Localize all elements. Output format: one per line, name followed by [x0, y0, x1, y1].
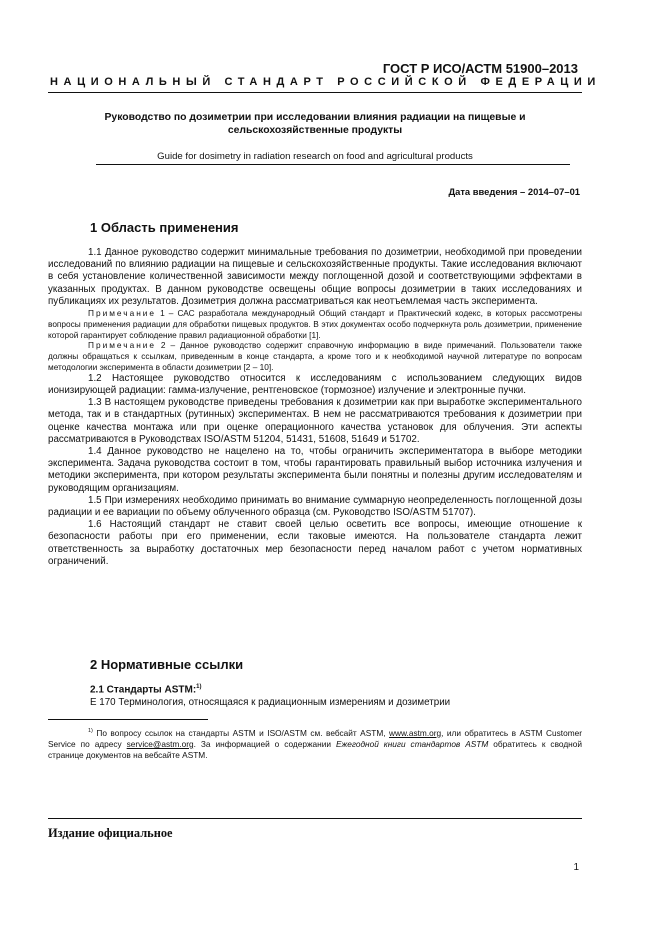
astm-standards-heading-text: 2.1 Стандарты ASTM: — [90, 684, 197, 696]
paragraph-1-6: 1.6 Настоящий стандарт не ставит своей целью осветить все вопросы, имеющие отношение к безопасности работы при его применении, если таковые имеются. На пользователе стандарта лежит ответственность за выработку достаточных мер безопасности перед началом работ с учетом нормативных ограничений. — [48, 519, 582, 567]
paragraph-1-5: 1.5 При измерениях необходимо принимать во внимание суммарную неопределенность поглощенной дозы радиации и ее вариации по объему облученного образца (см. Руководство ISO/ASTM 51707). — [48, 494, 582, 519]
document-code: ГОСТ Р ИСО/АСТМ 51900–2013 — [382, 61, 578, 76]
introduction-date: Дата введения – 2014–07–01 — [448, 186, 580, 197]
footnote-mark: 1) — [88, 728, 93, 734]
footnote-1 — [48, 726, 582, 761]
national-standard-banner: НАЦИОНАЛЬНЫЙ СТАНДАРТ РОССИЙСКОЙ ФЕДЕРАЦИИ — [50, 76, 601, 88]
footnote-text-4: обратитесь к сводной странице документов на вебсайте ASTM. — [48, 738, 582, 760]
footnote-ref-1[interactable]: 1) — [196, 684, 202, 690]
note-2 — [48, 340, 582, 372]
page-number: 1 — [573, 862, 579, 873]
section-1-heading: 1 Область применения — [90, 220, 239, 235]
astm-standards-heading — [90, 684, 202, 695]
footnote-text-3: . За информацией о содержании — [193, 738, 336, 749]
title-divider — [96, 164, 570, 165]
section-2-heading: 2 Нормативные ссылки — [90, 657, 244, 672]
astm-website-link[interactable]: www.astm.org — [389, 727, 442, 738]
standard-e170: E 170 Терминология, относящаяся к радиационным измерениям и дозиметрии — [90, 697, 451, 708]
note-1-text: 1 – САС разработала международный Общий стандарт и Практический кодекс, в которых рассмотрены вопросы применения радиации для обработки пищевых продуктов. В этих документах особо подчеркнута роль дозиметрии, применение которой гарантирует соблюдение правил радиационной обработки [1]. — [48, 308, 582, 340]
note-2-label: Примечание — [88, 340, 157, 351]
footnote-text-1: По вопросу ссылок на стандарты ASTM и ISO/ASTM см. вебсайт ASTM, — [92, 727, 390, 738]
paragraph-1-2: 1.2 Настоящее руководство относится к исследованиям с использованием следующих видов ионизирующей радиации: гамма-излучение, рентгеновское (тормозное) излучение и электронные пучки. — [48, 372, 582, 396]
note-1 — [48, 308, 582, 340]
document-title-ru: Руководство по дозиметрии при исследовании влияния радиации на пищевые и сельскохозяйственные продукты — [104, 112, 526, 136]
header-divider — [48, 92, 582, 93]
paragraph-1-3: 1.3 В настоящем руководстве приведены требования к дозиметрии как при выработке экспериментального метода, так и в стандартных (рутинных) экспериментах. В нем не рассматриваются требования к дозиметрии при оценке качества монтажа или при оценке операционного качества установок для облучения. Эти аспекты рассматриваются в Руководствах ISO/ASTM 51204, 51431, 51608, 51649 и 51702. — [48, 397, 582, 445]
paragraph-1-1: 1.1 Данное руководство содержит минимальные требования по дозиметрии, необходимой при проведении исследований по влиянию радиации на пищевые и сельскохозяйственные продукты. Такие исследования включают в себя установление количественной зависимости между поглощенной дозой и соответствующими эффектами в указанных продуктах. В данном руководстве освещены общие вопросы дозиметрии в таких исследованиях и публикациях их результатов. Дозиметрия должна рассматриваться как неотъемлемая часть эксперимента. — [48, 247, 582, 307]
official-edition-label: Издание официальное — [48, 826, 173, 840]
footnote-book-title: Ежегодной книги стандартов ASTM — [335, 738, 489, 749]
astm-email-link[interactable]: service@astm.org — [126, 738, 194, 749]
section-1-body — [48, 247, 582, 568]
note-2-text: 2 – Данное руководство содержит справочную информацию в виде примечаний. Пользователи также должны обращаться к ссылкам, приведенным в конце стандарта, а кроме того и к необходимой научной литературе по вопросам методологии эксперимента в области дозиметрии [2 – 10]. — [48, 340, 582, 372]
footer-divider — [48, 818, 582, 819]
paragraph-1-4: 1.4 Данное руководство не нацелено на то, чтобы ограничить экспериментатора в выборе методики эксперимента. Задача руководства состоит в том, чтобы гарантировать правильный выбор источника излучения и методики эксперимента, при котором результаты эксперимента были понятны и полезны другим исследователям и руководящим организациям. — [48, 446, 582, 494]
document-title-en: Guide for dosimetry in radiation research on food and agricultural products — [157, 151, 473, 162]
footnote-text-2: , или обратитесь в ASTM Customer Service по адресу — [48, 727, 583, 749]
note-1-label: Примечание — [88, 308, 157, 319]
footnote-divider — [48, 719, 208, 720]
